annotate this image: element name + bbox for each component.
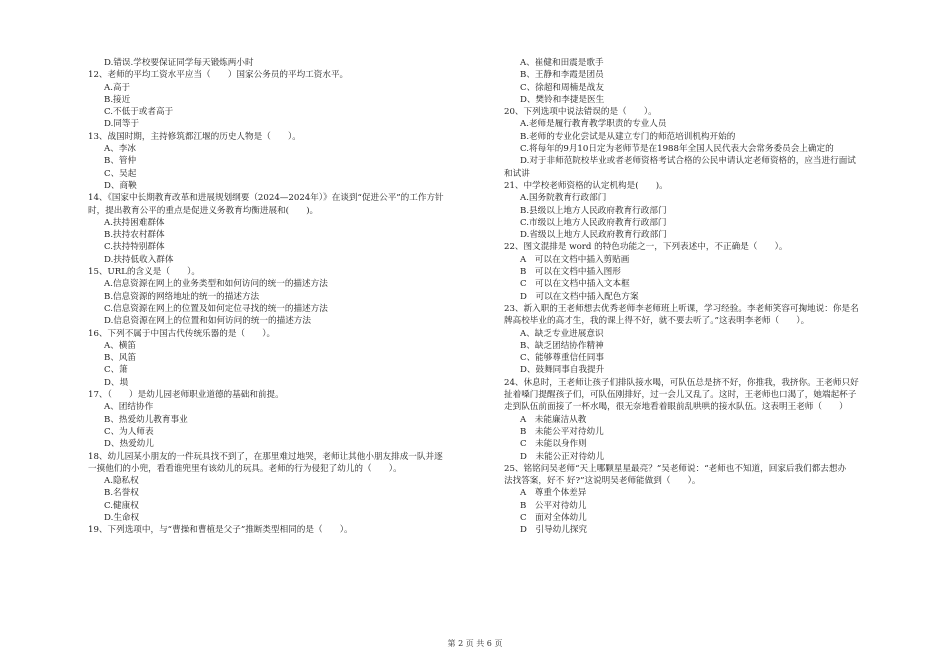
option-line: D 引导幼儿探究 bbox=[520, 525, 588, 536]
option-line: A、横笛 bbox=[104, 340, 136, 351]
option-line: A 可以在文档中插入剪贴画 bbox=[520, 254, 630, 265]
option-line: B、王静和李霞是团员 bbox=[520, 70, 604, 81]
option-line: D、埙 bbox=[104, 377, 129, 388]
right-column bbox=[504, 57, 866, 537]
option-line: B.信息资源的网络地址的统一的描述方法 bbox=[104, 291, 260, 302]
question-line: 19、下列选项中，与“曹操和曹植是父子”推断类型相同的是（ ）。 bbox=[88, 525, 353, 536]
question-line: 23、新入职的王老师想去优秀老师李老师班上听课，学习经验。李老师笑容可掬地说：你是名 bbox=[504, 303, 859, 314]
option-line: D.对于非师范院校毕业或者老师资格考试合格的公民申请认定老师资格的，应当进行面试 bbox=[520, 156, 856, 167]
question-line: 和试讲 bbox=[504, 168, 530, 179]
option-line: D 可以在文档中插入配色方案 bbox=[520, 291, 639, 302]
question-line: 牌高校毕业的高才生，我的课上得不好，就不要去听了。”这表明李老师（ ）。 bbox=[504, 316, 810, 327]
option-line: C、为人师表 bbox=[104, 426, 154, 437]
page-footer: 第 2 页 共 6 页 bbox=[447, 639, 503, 648]
question-line: 14、《国家中长期教育改革和进展规划纲要（2024—2024年）》在谈到“促进公平”的工作方针 bbox=[88, 193, 444, 204]
option-line: B 公平对待幼儿 bbox=[520, 500, 587, 511]
option-line: C.将每年的9月10日定为老师节是在1988年全国人民代表大会常务委员会上确定的 bbox=[520, 144, 834, 155]
option-line: C.健康权 bbox=[104, 500, 139, 511]
option-line: B、风笛 bbox=[104, 353, 137, 364]
option-line: B.扶持农村群体 bbox=[104, 230, 165, 241]
option-line: A.国务院教育行政部门 bbox=[520, 193, 607, 204]
option-line: C.信息资源在网上的位置及如何定位寻找的统一的描述方法 bbox=[104, 303, 328, 314]
question-line: 22、图文混排是 word 的特色功能之一，下列表述中，不正确是（ ）。 bbox=[504, 242, 788, 253]
option-line: C、能够尊重信任同事 bbox=[520, 353, 604, 364]
option-line: B.名誉权 bbox=[104, 488, 139, 499]
question-line: 12、老师的平均工资水平应当（ ）国家公务员的平均工资水平。 bbox=[88, 70, 349, 81]
option-line: B、缺乏团结协作精神 bbox=[520, 340, 604, 351]
option-line: B.老师的专业化尝试是从建立专门的师范培训机构开始的 bbox=[520, 131, 736, 142]
question-line: 17、（ ）是幼儿园老师职业道德的基础和前提。 bbox=[88, 390, 284, 401]
option-line: C.市级以上地方人民政府教育行政部门 bbox=[520, 217, 667, 228]
option-line: C、箫 bbox=[104, 365, 128, 376]
option-line: A 尊重个体差异 bbox=[520, 488, 587, 499]
option-line: D.扶持低收入群体 bbox=[104, 254, 174, 265]
option-line: C、吴起 bbox=[104, 168, 137, 179]
option-line: C 面对全体幼儿 bbox=[520, 512, 587, 523]
question-line: 扯着嗓门提醒孩子们，可队伍刚排好，过一会儿又乱了。这时，王老师也口渴了，她端起杯子 bbox=[504, 390, 857, 401]
option-line: A.高于 bbox=[104, 82, 131, 93]
question-line: 18、幼儿园某小朋友的一件玩具找不到了，在那里难过地哭，老师让其他小朋友排成一队并逐 bbox=[88, 451, 443, 462]
option-line: D、樊铃和李捷是医生 bbox=[520, 94, 605, 105]
option-line: A、团结协作 bbox=[104, 402, 154, 413]
option-line: D.生命权 bbox=[104, 512, 140, 523]
question-line: 法找答案，好不 好?”这说明吴老师能做到（ ）。 bbox=[504, 476, 701, 487]
option-line: C 可以在文档中插入文本框 bbox=[520, 279, 630, 290]
option-line: B、管仲 bbox=[104, 156, 137, 167]
option-line: B、热爱幼儿教育事业 bbox=[104, 414, 188, 425]
option-line: A.老师是履行教育教学职责的专业人员 bbox=[520, 119, 667, 130]
question-line: 13、战国时期，主持修筑都江堰的历史人物是（ ）。 bbox=[88, 131, 301, 142]
option-line: A.隐私权 bbox=[104, 476, 139, 487]
option-line: D、商鞅 bbox=[104, 180, 137, 191]
question-line: 20、下列选项中说法错误的是（ ）。 bbox=[504, 107, 657, 118]
option-line: B.接近 bbox=[104, 94, 131, 105]
option-line: D、鼓舞同事自我提升 bbox=[520, 365, 605, 376]
option-line: C.不低于或者高于 bbox=[104, 107, 174, 118]
option-line: A、崔健和田震是歌手 bbox=[520, 58, 604, 68]
option-line: D.省级以上地方人民政府教育行政部门 bbox=[520, 230, 667, 241]
left-column bbox=[88, 57, 481, 537]
question-line: 15、URL的含义是（ ）。 bbox=[88, 267, 200, 278]
option-line: A 未能廉洁从教 bbox=[520, 414, 587, 425]
option-line: C、徐超和周楠是战友 bbox=[520, 82, 604, 93]
option-line: C.扶持特别群体 bbox=[104, 242, 165, 253]
option-line: D.错误.学校要保证同学每天锻炼两小时 bbox=[104, 58, 254, 68]
option-line: D 未能公正对待幼儿 bbox=[520, 451, 605, 462]
question-line: 16、下列不属于中国古代传统乐器的是（ ）。 bbox=[88, 328, 276, 339]
question-line: 时，提出教育公平的重点是促进义务教育均衡进展和( )。 bbox=[88, 205, 319, 216]
question-line: 一摸他们的小兜，看看谁兜里有该幼儿的玩具。老师的行为侵犯了幼儿的（ ）。 bbox=[88, 463, 402, 474]
option-line: A、李冰 bbox=[104, 144, 136, 155]
question-line: 走到队伍前面接了一杯水喝，很无奈地看着眼前乱哄哄的接水队伍。这表明王老师（ ） bbox=[504, 402, 848, 413]
option-line: D.信息资源在网上的位置和如何访问的统一的描述方法 bbox=[104, 316, 311, 327]
option-line: D、热爱幼儿 bbox=[104, 439, 154, 450]
option-line: A.扶持困难群体 bbox=[104, 217, 165, 228]
option-line: A.信息资源在网上的业务类型和如何访问的统一的描述方法 bbox=[104, 279, 328, 290]
option-line: B.县级以上地方人民政府教育行政部门 bbox=[520, 205, 667, 216]
question-line: 25、铭铭问吴老师“天上哪颗星星最亮？”吴老师说：“老师也不知道，回家后我们都去想办 bbox=[504, 463, 847, 474]
option-line: B 可以在文档中插入图形 bbox=[520, 267, 621, 278]
option-line: B 未能公平对待幼儿 bbox=[520, 426, 604, 437]
option-line: D.同等于 bbox=[104, 119, 140, 130]
question-line: 24、休息时，王老师让孩子们排队接水喝，可队伍总是挤不好，你推我，我挤你。王老师只好 bbox=[504, 377, 859, 388]
question-line: 21、中学校老师资格的认定机构是( )。 bbox=[504, 180, 668, 191]
option-line: A、缺乏专业进展意识 bbox=[520, 328, 604, 339]
option-line: C 未能以身作则 bbox=[520, 439, 587, 450]
